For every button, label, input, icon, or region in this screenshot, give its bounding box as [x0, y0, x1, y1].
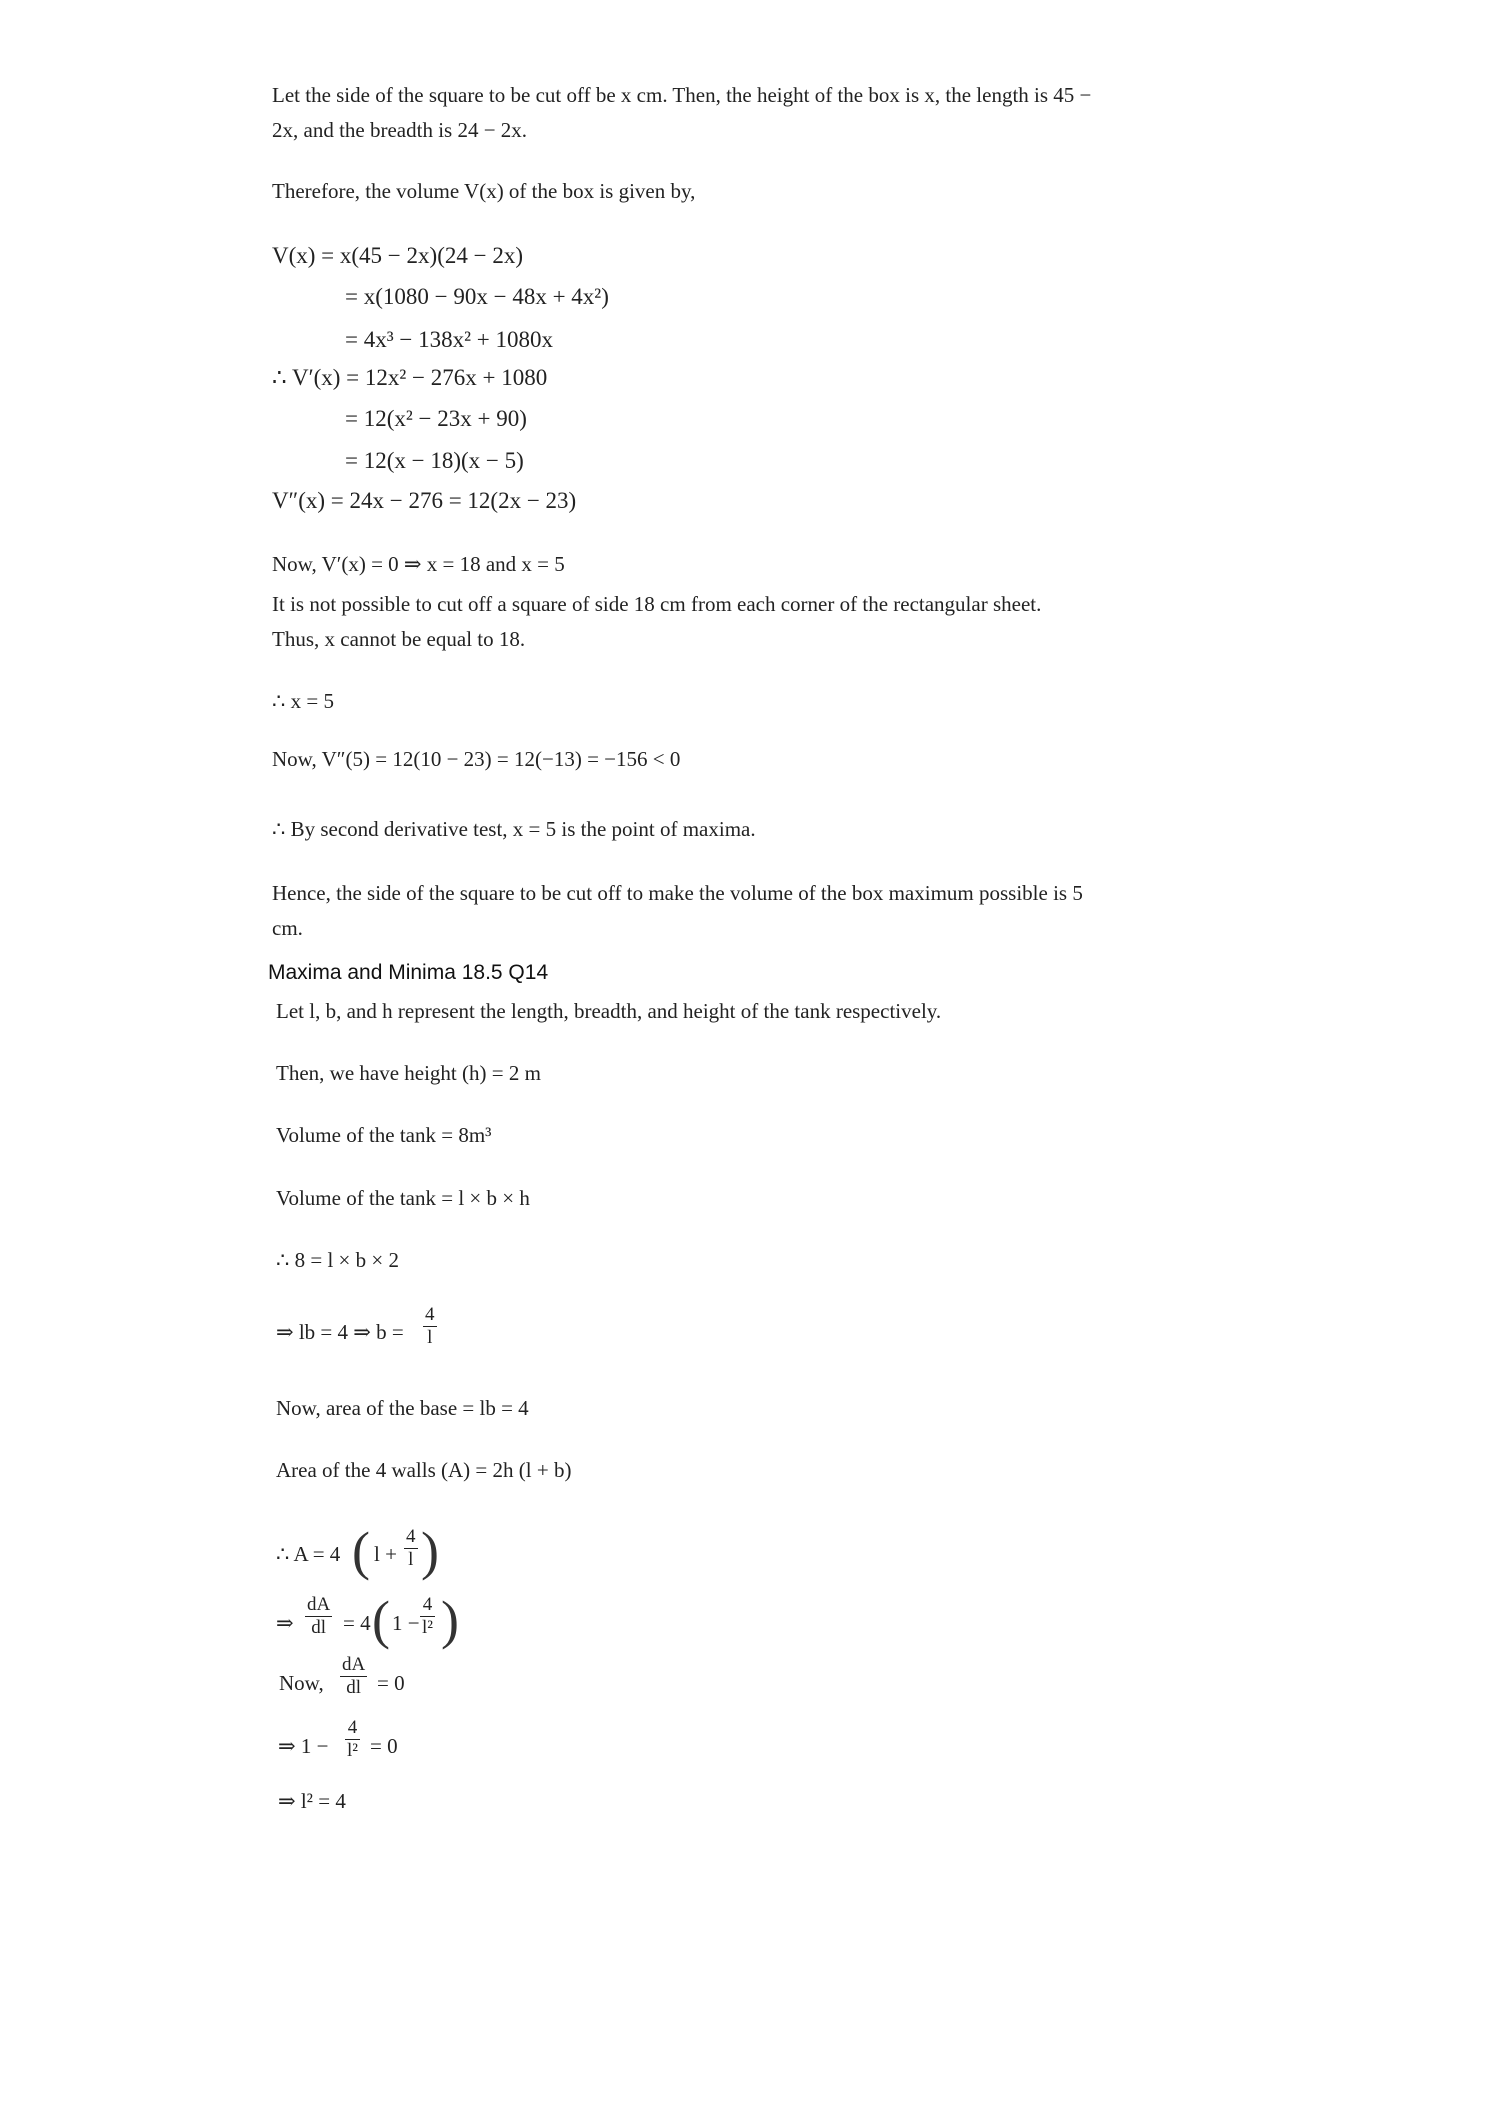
equals-0-final: = 0 — [370, 1734, 398, 1758]
base-area: Now, area of the base = lb = 4 — [276, 1396, 529, 1420]
equation-volume: V(x) = x(45 − 2x)(24 − 2x) — [272, 243, 523, 268]
derivative-dA-dl — [305, 1594, 332, 1639]
equation-second-derivative: V″(x) = 24x − 276 = 12(2x − 23) — [272, 488, 577, 513]
numerator: 4 — [422, 1594, 433, 1615]
fraction-4-over-l — [423, 1304, 437, 1349]
left-paren: ( — [352, 1521, 370, 1581]
numerator: dA — [307, 1594, 331, 1615]
one-minus: 1 − — [392, 1611, 420, 1635]
conclusion-line-1: Hence, the side of the square to be cut off to make the volume of the box maximum possible is 5 — [272, 881, 1083, 905]
not-possible-line-2: Thus, x cannot be equal to 18. — [272, 627, 526, 651]
denominator: l — [427, 1327, 433, 1348]
numerator: 4 — [406, 1526, 416, 1547]
now-label: Now, — [279, 1671, 324, 1695]
intro-line-1: Let the side of the square to be cut off be x cm. Then, the height of the box is x, the length is 45 − — [272, 83, 1092, 107]
fraction-4-over-l-squared — [420, 1594, 435, 1639]
area-l-plus: l + — [374, 1542, 397, 1566]
equals-0: = 0 — [377, 1671, 405, 1695]
second-derivative-value: Now, V″(5) = 12(10 − 23) = 12(−13) = −156 < 0 — [272, 747, 681, 771]
height-given: Then, we have height (h) = 2 m — [276, 1061, 541, 1085]
denominator: l² — [347, 1740, 358, 1761]
numerator: dA — [342, 1654, 366, 1675]
right-paren: ) — [421, 1521, 439, 1581]
denominator: dl — [346, 1677, 361, 1698]
l-squared-equals-4: ⇒ l² = 4 — [278, 1789, 346, 1813]
area-expression-prefix: ∴ A = 4 — [276, 1542, 341, 1566]
second-derivative-test: ∴ By second derivative test, x = 5 is the point of maxima. — [272, 817, 756, 841]
intro-line-2: 2x, and the breadth is 24 − 2x. — [272, 118, 528, 142]
one-minus-expression: ⇒ 1 − — [278, 1734, 329, 1758]
numerator: 4 — [425, 1304, 435, 1325]
not-possible-line-1: It is not possible to cut off a square of side 18 cm from each corner of the rectangular sheet. — [272, 592, 1042, 616]
variables-definition: Let l, b, and h represent the length, breadth, and height of the tank respectively. — [276, 999, 942, 1023]
numerator: 4 — [347, 1717, 358, 1738]
volume-intro: Therefore, the volume V(x) of the box is given by, — [272, 179, 696, 203]
volume-formula: Volume of the tank = l × b × h — [276, 1186, 530, 1210]
equation-derivative: ∴ V′(x) = 12x² − 276x + 1080 — [272, 365, 548, 390]
volume-substitution: ∴ 8 = l × b × 2 — [276, 1248, 399, 1272]
x-equals-5: ∴ x = 5 — [272, 689, 334, 713]
walls-area-formula: Area of the 4 walls (A) = 2h (l + b) — [276, 1458, 572, 1482]
conclusion-line-2: cm. — [272, 916, 303, 940]
equation-expand: = x(1080 − 90x − 48x + 4x²) — [345, 284, 609, 309]
equation-factored: = 12(x − 18)(x − 5) — [345, 448, 524, 473]
implies-symbol: ⇒ — [276, 1611, 294, 1635]
section-heading: Maxima and Minima 18.5 Q14 — [268, 961, 549, 984]
derivative-dA-dl-now — [340, 1654, 367, 1699]
denominator: l² — [422, 1617, 433, 1638]
volume-given: Volume of the tank = 8m³ — [276, 1123, 492, 1147]
fraction-4-over-l-area — [404, 1526, 418, 1571]
equation-factor: = 12(x² − 23x + 90) — [345, 406, 527, 431]
breadth-expression: ⇒ lb = 4 ⇒ b = — [276, 1320, 404, 1344]
denominator: l — [408, 1549, 414, 1570]
denominator: dl — [311, 1617, 326, 1638]
fraction-4-over-l-squared-2 — [345, 1717, 360, 1762]
left-paren: ( — [372, 1590, 390, 1650]
right-paren: ) — [441, 1590, 459, 1650]
equals-4: = 4 — [343, 1611, 371, 1635]
critical-points: Now, V′(x) = 0 ⇒ x = 18 and x = 5 — [272, 552, 565, 576]
equation-polynomial: = 4x³ − 138x² + 1080x — [345, 327, 553, 352]
